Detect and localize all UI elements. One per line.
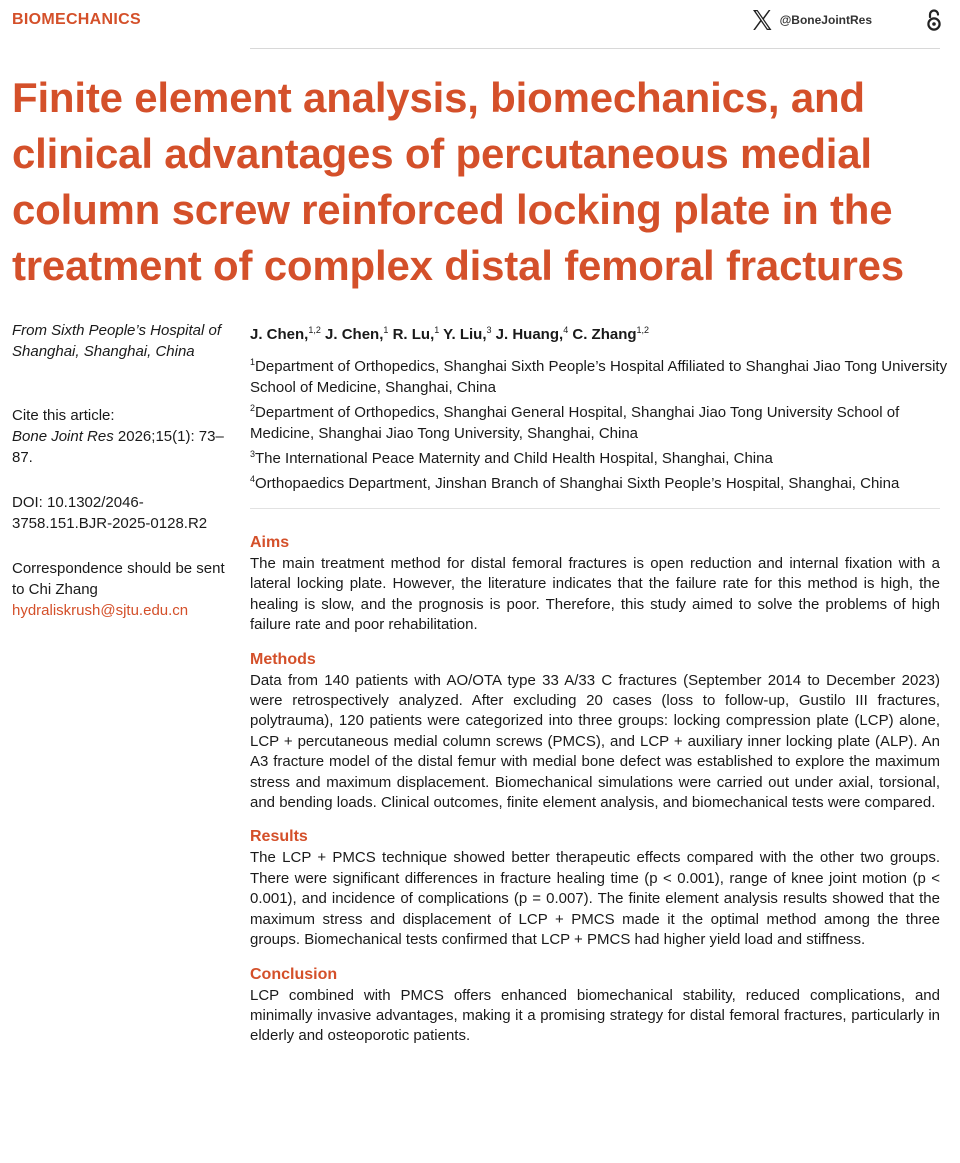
abstract-heading: Conclusion: [250, 965, 338, 983]
social-handle: @BoneJointRes: [779, 13, 872, 27]
cite-journal: Bone Joint Res: [12, 428, 114, 445]
author-affiliation-marker: 1,2: [636, 325, 650, 335]
abstract-section: [250, 964, 940, 1047]
author-name: J. Chen,: [320, 326, 384, 343]
article-sidebar: [12, 320, 237, 621]
header-divider: [250, 48, 940, 49]
citation: [12, 405, 237, 468]
author-affiliation-marker: 1: [383, 325, 389, 335]
section-tag: BIOMECHANICS: [12, 11, 141, 28]
affiliation-text: The International Peace Maternity and Child Health Hospital, Shanghai, China: [255, 450, 773, 467]
institution-origin: From Sixth People’s Hospital of Shanghai, Shanghai, China: [12, 322, 221, 360]
author-name: J. Chen,: [250, 326, 309, 343]
doi: DOI: 10.1302/2046-3758.151.BJR-2025-0128.R2: [12, 494, 208, 532]
cite-label: Cite this article:: [12, 407, 115, 424]
page-header: [12, 0, 944, 46]
correspondence: [12, 558, 237, 621]
affiliation: [250, 398, 950, 444]
affiliation-text: Department of Orthopedics, Shanghai Sixth People’s Hospital Affiliated to Shanghai Jiao Tong University School of Medicine, Shanghai, China: [250, 358, 948, 396]
social-link[interactable]: [750, 8, 872, 32]
abstract-heading: Methods: [250, 650, 316, 668]
abstract-text: LCP combined with PMCS offers enhanced biomechanical stability, reduced complications, and minimally invasive advantages, making it a promising strategy for distal femoral fractures, particularly in elderly and osteoporotic patients.: [250, 986, 940, 1045]
affiliation-text: Orthopaedics Department, Jinshan Branch of Shanghai Sixth People’s Hospital, Shanghai, China: [255, 475, 900, 492]
affiliation: [250, 352, 950, 398]
section-divider: [250, 508, 940, 509]
abstract-text: Data from 140 patients with AO/OTA type 33 A/33 C fractures (September 2014 to December 2023) were retrospectively analyzed. After excluding 20 cases (loss to follow-up, Gustilo III fractures, polytrauma), 120 patients were categorized into three groups: locking compression plate (LCP) alone, LCP + percutaneous medial column screws (PMCS), and LCP + auxiliary inner locking plate (ALP). An A3 fracture model of the distal femur with medial bone defect was established to explore the maximum stress and maximum displacement. Biomechanical simulations were carried out under axial, torsional, and bending loads. Clinical outcomes, finite element analysis, and biomechanical tests were compared.: [250, 671, 940, 812]
abstract-section: [250, 826, 940, 950]
cite-details: 2026;15(1): 73–87.: [12, 428, 224, 466]
article-title: Finite element analysis, biomechanics, and clinical advantages of percutaneous medial column screw reinforced locking plate in the treatment of complex distal femoral fractures: [12, 74, 904, 289]
abstract-section: [250, 649, 940, 814]
abstract: [250, 532, 940, 1047]
x-logo-icon: [750, 8, 774, 32]
correspondence-email-link[interactable]: hydraliskrush@sjtu.edu.cn: [12, 602, 189, 619]
author-list: [250, 320, 649, 345]
author-name: R. Lu,: [388, 326, 435, 343]
affiliation-marker: 2: [250, 403, 256, 413]
author-name: J. Huang,: [491, 326, 564, 343]
abstract-heading: Aims: [250, 534, 290, 551]
affiliation: [250, 444, 950, 469]
affiliation-text: Department of Orthopedics, Shanghai General Hospital, Shanghai Jiao Tong University School of Medicine, Shanghai Jiao Tong University, Shanghai, China: [250, 404, 900, 442]
author-affiliation-marker: 1,2: [308, 325, 321, 335]
affiliation: [250, 469, 950, 494]
author-name: C. Zhang: [568, 326, 637, 343]
abstract-section: [250, 532, 940, 636]
author-affiliation-marker: 1: [434, 325, 440, 335]
author-name: Y. Liu,: [439, 326, 487, 343]
abstract-heading: Results: [250, 828, 308, 846]
affiliation-marker: 3: [250, 449, 256, 459]
abstract-text: The LCP + PMCS technique showed better therapeutic effects compared with the other two groups. There were significant differences in fracture healing time (p < 0.001), range of knee joint motion (p < 0.001), and incidence of complications (p = 0.007). The finite element analysis results showed that the maximum stress and displacement of LCP + PMCS made it the optimal method among the three groups. Biomechanical tests confirmed that LCP + PMCS had higher yield load and stiffness.: [250, 849, 940, 949]
author-affiliation-marker: 3: [486, 325, 492, 335]
affiliation-marker: 4: [250, 474, 256, 484]
author-affiliation-marker: 4: [563, 325, 569, 335]
correspondence-text: Correspondence should be sent to Chi Zhang: [12, 560, 225, 598]
affiliation-list: [250, 352, 950, 494]
open-access-icon[interactable]: [924, 8, 944, 32]
abstract-text: The main treatment method for distal femoral fractures is open reduction and internal fixation with a lateral locking plate. However, the literature indicates that the failure rate for this method is high, the healing is slow, and the prognosis is poor. Therefore, this study aimed to solve the problems of high failure rate and poor rehabilitation.: [250, 555, 940, 634]
affiliation-marker: 1: [250, 357, 256, 367]
